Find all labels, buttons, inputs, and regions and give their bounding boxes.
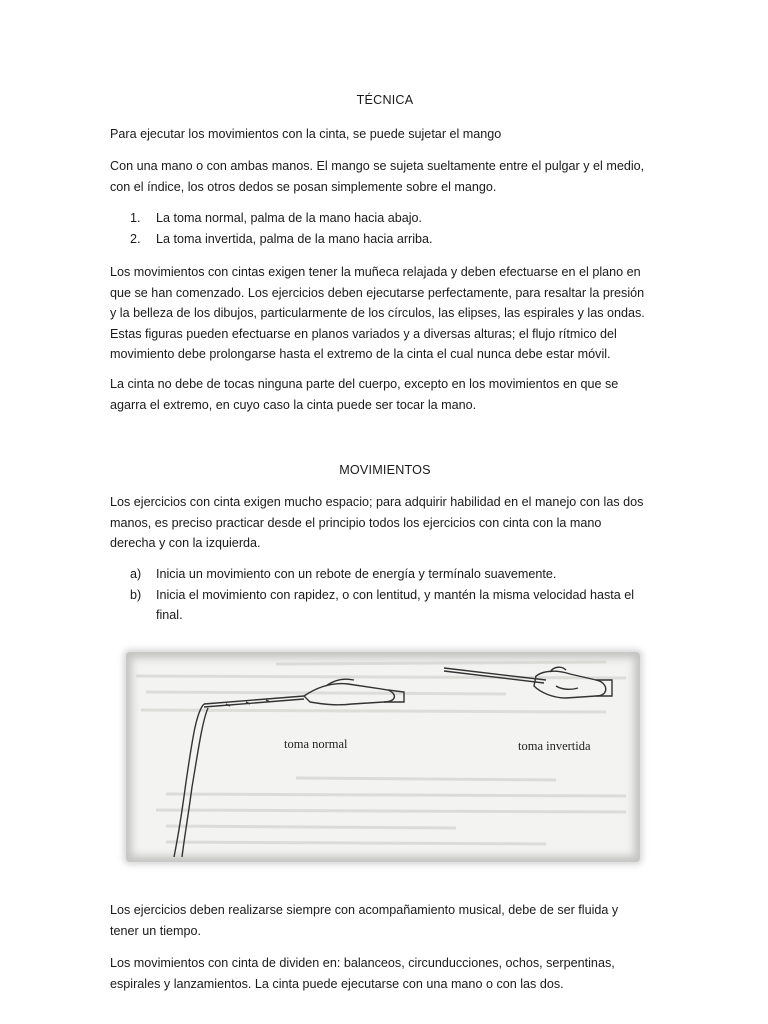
paragraph-closing-1	[110, 900, 662, 941]
illustration-drawing	[126, 652, 640, 862]
text-line: Con una mano o con ambas manos. El mango se sujeta sueltamente entre el pulgar y el medio,	[110, 159, 645, 173]
list-item-text: Inicia un movimiento con un rebote de energía y termínalo suavemente.	[156, 567, 557, 581]
list-item	[130, 229, 660, 250]
caption-toma-invertida: toma invertida	[518, 739, 591, 753]
text-line: Inicia el movimiento con rapidez, o con lentitud, y mantén la misma velocidad hasta el	[156, 587, 635, 602]
text-line: final.	[156, 608, 183, 622]
caption-toma-normal: toma normal	[284, 737, 348, 751]
list-item	[130, 585, 660, 626]
list-item	[130, 564, 660, 585]
text-line: Los ejercicios deben realizarse siempre con acompañamiento musical, debe de ser fluida y	[110, 903, 619, 917]
ribbon-grip-illustration	[126, 652, 640, 862]
paragraph-closing-2	[110, 953, 662, 994]
paragraph-tecnica-2	[110, 156, 662, 197]
text-line: espirales y lanzamientos. La cinta puede ejecutarse con una mano o con las dos.	[110, 976, 564, 991]
section-title-tecnica: TÉCNICA	[356, 93, 414, 107]
numbered-list-grips	[130, 208, 660, 249]
lettered-list-movements	[130, 564, 660, 626]
section-title-movimientos: MOVIMIENTOS	[339, 463, 431, 477]
list-item-text: La toma invertida, palma de la mano hacia arriba.	[156, 231, 433, 246]
paragraph-tecnica-1: Para ejecutar los movimientos con la cinta, se puede sujetar el mango	[110, 127, 502, 141]
paragraph-tecnica-4	[110, 374, 662, 415]
list-marker: b)	[130, 587, 142, 602]
list-marker: 1.	[130, 211, 141, 225]
list-marker: a)	[130, 567, 142, 581]
text-line: La cinta no debe de tocas ninguna parte del cuerpo, excepto en los movimientos en que se	[110, 377, 619, 391]
list-marker: 2.	[130, 231, 141, 246]
list-item	[130, 208, 660, 229]
text-line: y la belleza de los dibujos, particularmente de los círculos, las elipses, las espirales y las ondas.	[110, 306, 645, 320]
text-line: Los movimientos con cintas exigen tener la muñeca relajada y deben efectuarse en el plano en	[110, 265, 641, 279]
text-line: tener un tiempo.	[110, 923, 202, 938]
text-line: manos, es preciso practicar desde el principio todos los ejercicios con cinta con la mano	[110, 515, 602, 530]
text-line: Estas figuras pueden efectuarse en planos variados y a diversas alturas; el flujo rítmico del	[110, 326, 617, 341]
list-item-text	[156, 585, 660, 626]
text-line: agarra el extremo, en cuyo caso la cinta puede ser tocar la mano.	[110, 397, 477, 412]
text-line: Los ejercicios con cinta exigen mucho espacio; para adquirir habilidad en el manejo con las dos	[110, 495, 644, 509]
text-line: con el índice, los otros dedos se posan simplemente sobre el mango.	[110, 179, 497, 194]
text-line: movimiento debe prolongarse hasta el extremo de la cinta el cual nunca debe estar móvil.	[110, 347, 611, 361]
list-item-text: La toma normal, palma de la mano hacia abajo.	[156, 211, 423, 225]
text-line: derecha y con la izquierda.	[110, 536, 261, 550]
text-line: que se han comenzado. Los ejercicios deben ejecutarse perfectamente, para resaltar la presión	[110, 285, 645, 300]
paragraph-tecnica-3	[110, 262, 662, 365]
text-line: Los movimientos con cinta de dividen en: balanceos, circunducciones, ochos, serpentinas,	[110, 956, 615, 970]
paragraph-movimientos-1	[110, 492, 662, 554]
